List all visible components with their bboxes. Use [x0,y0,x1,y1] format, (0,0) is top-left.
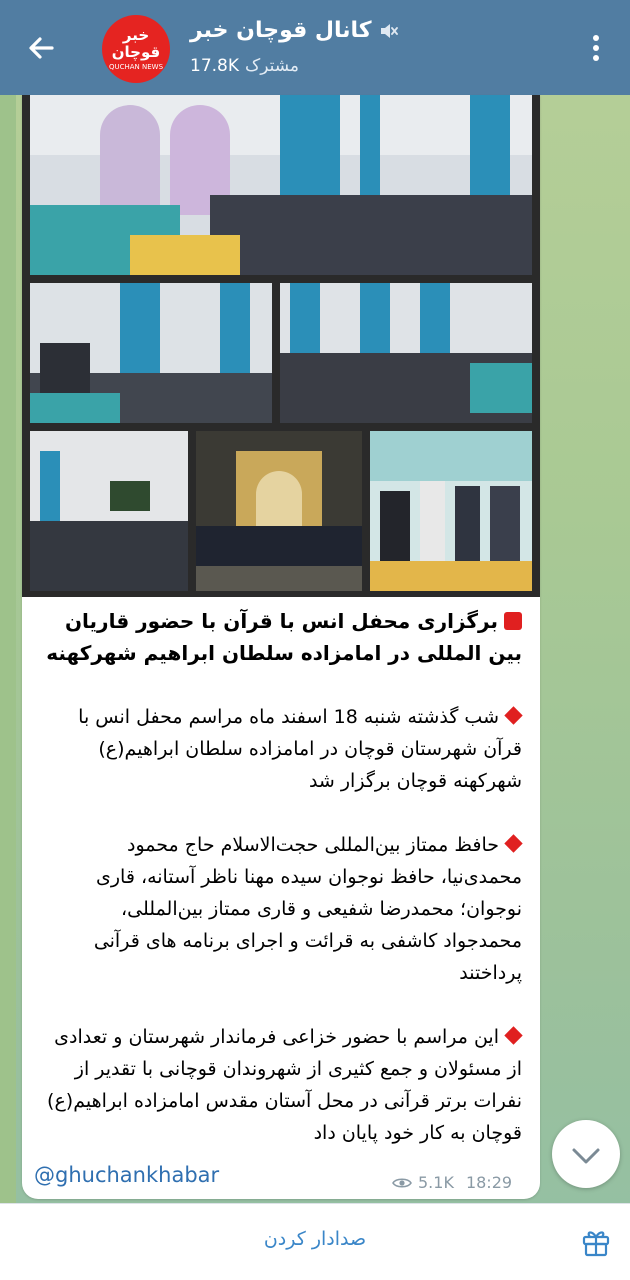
kebab-menu-icon[interactable] [586,30,606,66]
photo-collage[interactable] [22,95,540,597]
photo-decor [455,486,480,561]
paragraph-text: این مراسم با حضور خزاعی فرماندار شهرستان و تعدادی از مسئولان و جمع کثیری از شهروندان قوچانی با تقدیر از نفرات برتر قرآنی در محل آستان مقدس امامزاده ابراهیم(ع) قوچان به کار خود پایان داد [47,1026,522,1144]
channel-avatar[interactable] [102,15,170,83]
photo-decor [196,526,362,566]
photo-dining-hall[interactable] [30,431,188,591]
view-count: 5.1K [418,1173,454,1192]
photo-award-ceremony[interactable] [370,431,532,591]
headline-text: برگزاری محفل انس با قرآن با حضور قاریان بین المللی در امامزاده سلطان ابراهیم شهرکهنه [46,609,522,665]
photo-decor [30,393,120,423]
red-square-icon [504,612,522,630]
photo-ceremony-hall[interactable] [30,95,532,275]
red-diamond-icon [504,1026,522,1044]
photo-audience[interactable] [280,283,532,423]
photo-speaker[interactable] [30,283,272,423]
message-time: 18:29 [465,1173,513,1192]
message-bubble[interactable] [22,95,540,1199]
message-paragraph-3 [40,1021,522,1149]
muted-speaker-icon [378,21,398,41]
photo-decor [256,471,302,531]
red-diamond-icon [504,834,522,852]
message-headline [40,605,522,669]
channel-handle-link[interactable]: @ghuchankhabar [34,1163,220,1187]
avatar-logo-subtext: QUCHAN NEWS [108,62,164,71]
paragraph-text: حافظ ممتاز بین‌المللی حجت‌الاسلام حاج محمود محمدی‌نیا، حافظ نوجوان سیده مهنا ناظر آستانه، قاری نوجوان؛ محمدرضا شفیعی و قاری ممتاز بین‌المللی، محمدجواد کاشفی به قرائت و اجرای برنامه های قرآنی پرداختند [93,834,522,984]
subscriber-label: مشترک [245,56,299,76]
subscriber-info [190,56,299,76]
photo-decor [420,481,445,561]
photo-decor [490,486,520,561]
photo-decor [370,431,532,481]
red-diamond-icon [504,706,522,724]
photo-decor [130,235,240,275]
photo-decor [420,283,450,363]
scroll-down-button[interactable] [552,1120,620,1188]
gift-icon[interactable] [580,1226,612,1258]
arrow-left-icon[interactable] [22,28,62,68]
subscriber-count: 17.8K [190,56,239,76]
photo-decor [100,105,160,215]
eye-icon [392,1176,412,1190]
message-paragraph-1 [40,701,522,797]
photo-decor [380,491,410,561]
photo-shrine-group[interactable] [196,431,362,591]
message-meta [392,1173,512,1192]
unmute-button[interactable]: صدادار کردن [263,1228,367,1250]
bottom-action-bar [0,1203,630,1280]
chat-header [0,0,630,95]
chat-background-strip [0,95,16,1203]
photo-decor [110,481,150,511]
channel-title-row[interactable] [190,18,398,43]
paragraph-text: شب گذشته شنبه 18 اسفند ماه مراسم محفل انس با قرآن شهرستان قوچان در امامزاده سلطان ابراهیم(ع) شهرکهنه قوچان برگزار شد [78,706,522,792]
photo-decor [210,195,532,275]
avatar-logo-text: خبر قوچان [111,25,161,61]
message-paragraph-2 [40,829,522,989]
photo-decor [196,566,362,591]
message-text [40,605,522,1149]
photo-decor [30,521,188,591]
photo-decor [370,561,532,591]
channel-title: کانال قوچان خبر [190,18,372,43]
chevron-down-icon [552,1120,620,1188]
photo-decor [470,363,532,413]
